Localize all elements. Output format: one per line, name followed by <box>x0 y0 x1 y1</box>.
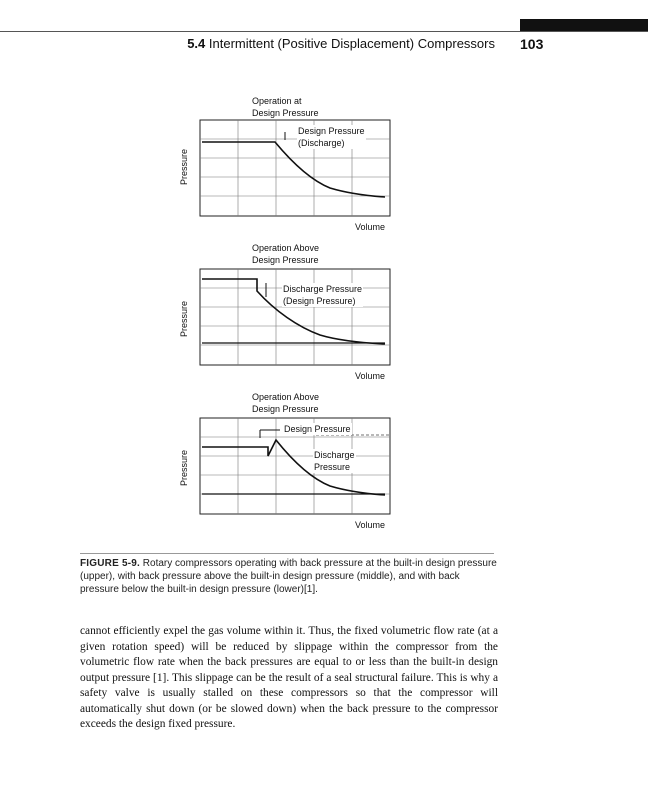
y-axis-label: Pressure <box>179 449 190 487</box>
body-paragraph: cannot efficiently expel the gas volume within it. Thus, the fixed volumetric flow rate (at a given rotation speed) will be reduced by slippage within the compressor from the volumetric flow rate when the back pressures are equal to or less than the built-in design output pressure [1]. This slippage can be the result of a seal structural failure. This is why a safety valve is usually stalled on these compressors so that the compressor will automatically shut down (or be slowed down) when the back pressure to the compressor exceeds the design fixed pressure. <box>80 625 498 730</box>
pv-diagram <box>180 239 400 387</box>
design-pressure-annotation: Design Pressure (Discharge) <box>298 126 365 148</box>
operation-label: Operation Above Design Pressure <box>252 243 320 265</box>
pv-diagram <box>180 92 400 240</box>
header-rule <box>0 31 648 32</box>
y-axis-label: Pressure <box>179 300 190 338</box>
operation-label: Operation Above Design Pressure <box>252 392 320 414</box>
design-pressure-annotation: Design Pressure <box>284 424 351 434</box>
page-number: 103 <box>520 36 544 52</box>
discharge-pressure-annotation: Discharge Pressure <box>314 450 355 472</box>
figure-caption <box>80 557 500 597</box>
y-axis-label: Pressure <box>179 148 190 186</box>
operation-label: Operation at Design Pressure <box>252 96 319 118</box>
caption-rule <box>80 553 494 554</box>
section-title: Intermittent (Positive Displacement) Compressors <box>208 36 495 51</box>
header-bar <box>520 19 648 31</box>
body-text <box>80 624 498 733</box>
section-number: 5.4 <box>187 36 206 51</box>
x-axis-label: Volume <box>355 371 386 381</box>
running-head <box>150 36 495 51</box>
x-axis-label: Volume <box>355 222 386 232</box>
caption-text: Rotary compressors operating with back pressure at the built-in design pressure (upper), with back pressure above the built-in design pressure (middle), and with back pressure below the built-in design pressure (lower)[1]. <box>80 558 497 596</box>
figure-panel-upper <box>180 92 400 240</box>
x-axis-label: Volume <box>355 520 386 530</box>
caption-label: FIGURE 5-9. <box>80 558 140 569</box>
figure-panel-middle <box>180 239 400 387</box>
pv-diagram <box>180 388 400 536</box>
discharge-pressure-annotation: Discharge Pressure (Design Pressure) <box>283 284 363 306</box>
figure-panel-lower <box>180 388 400 536</box>
